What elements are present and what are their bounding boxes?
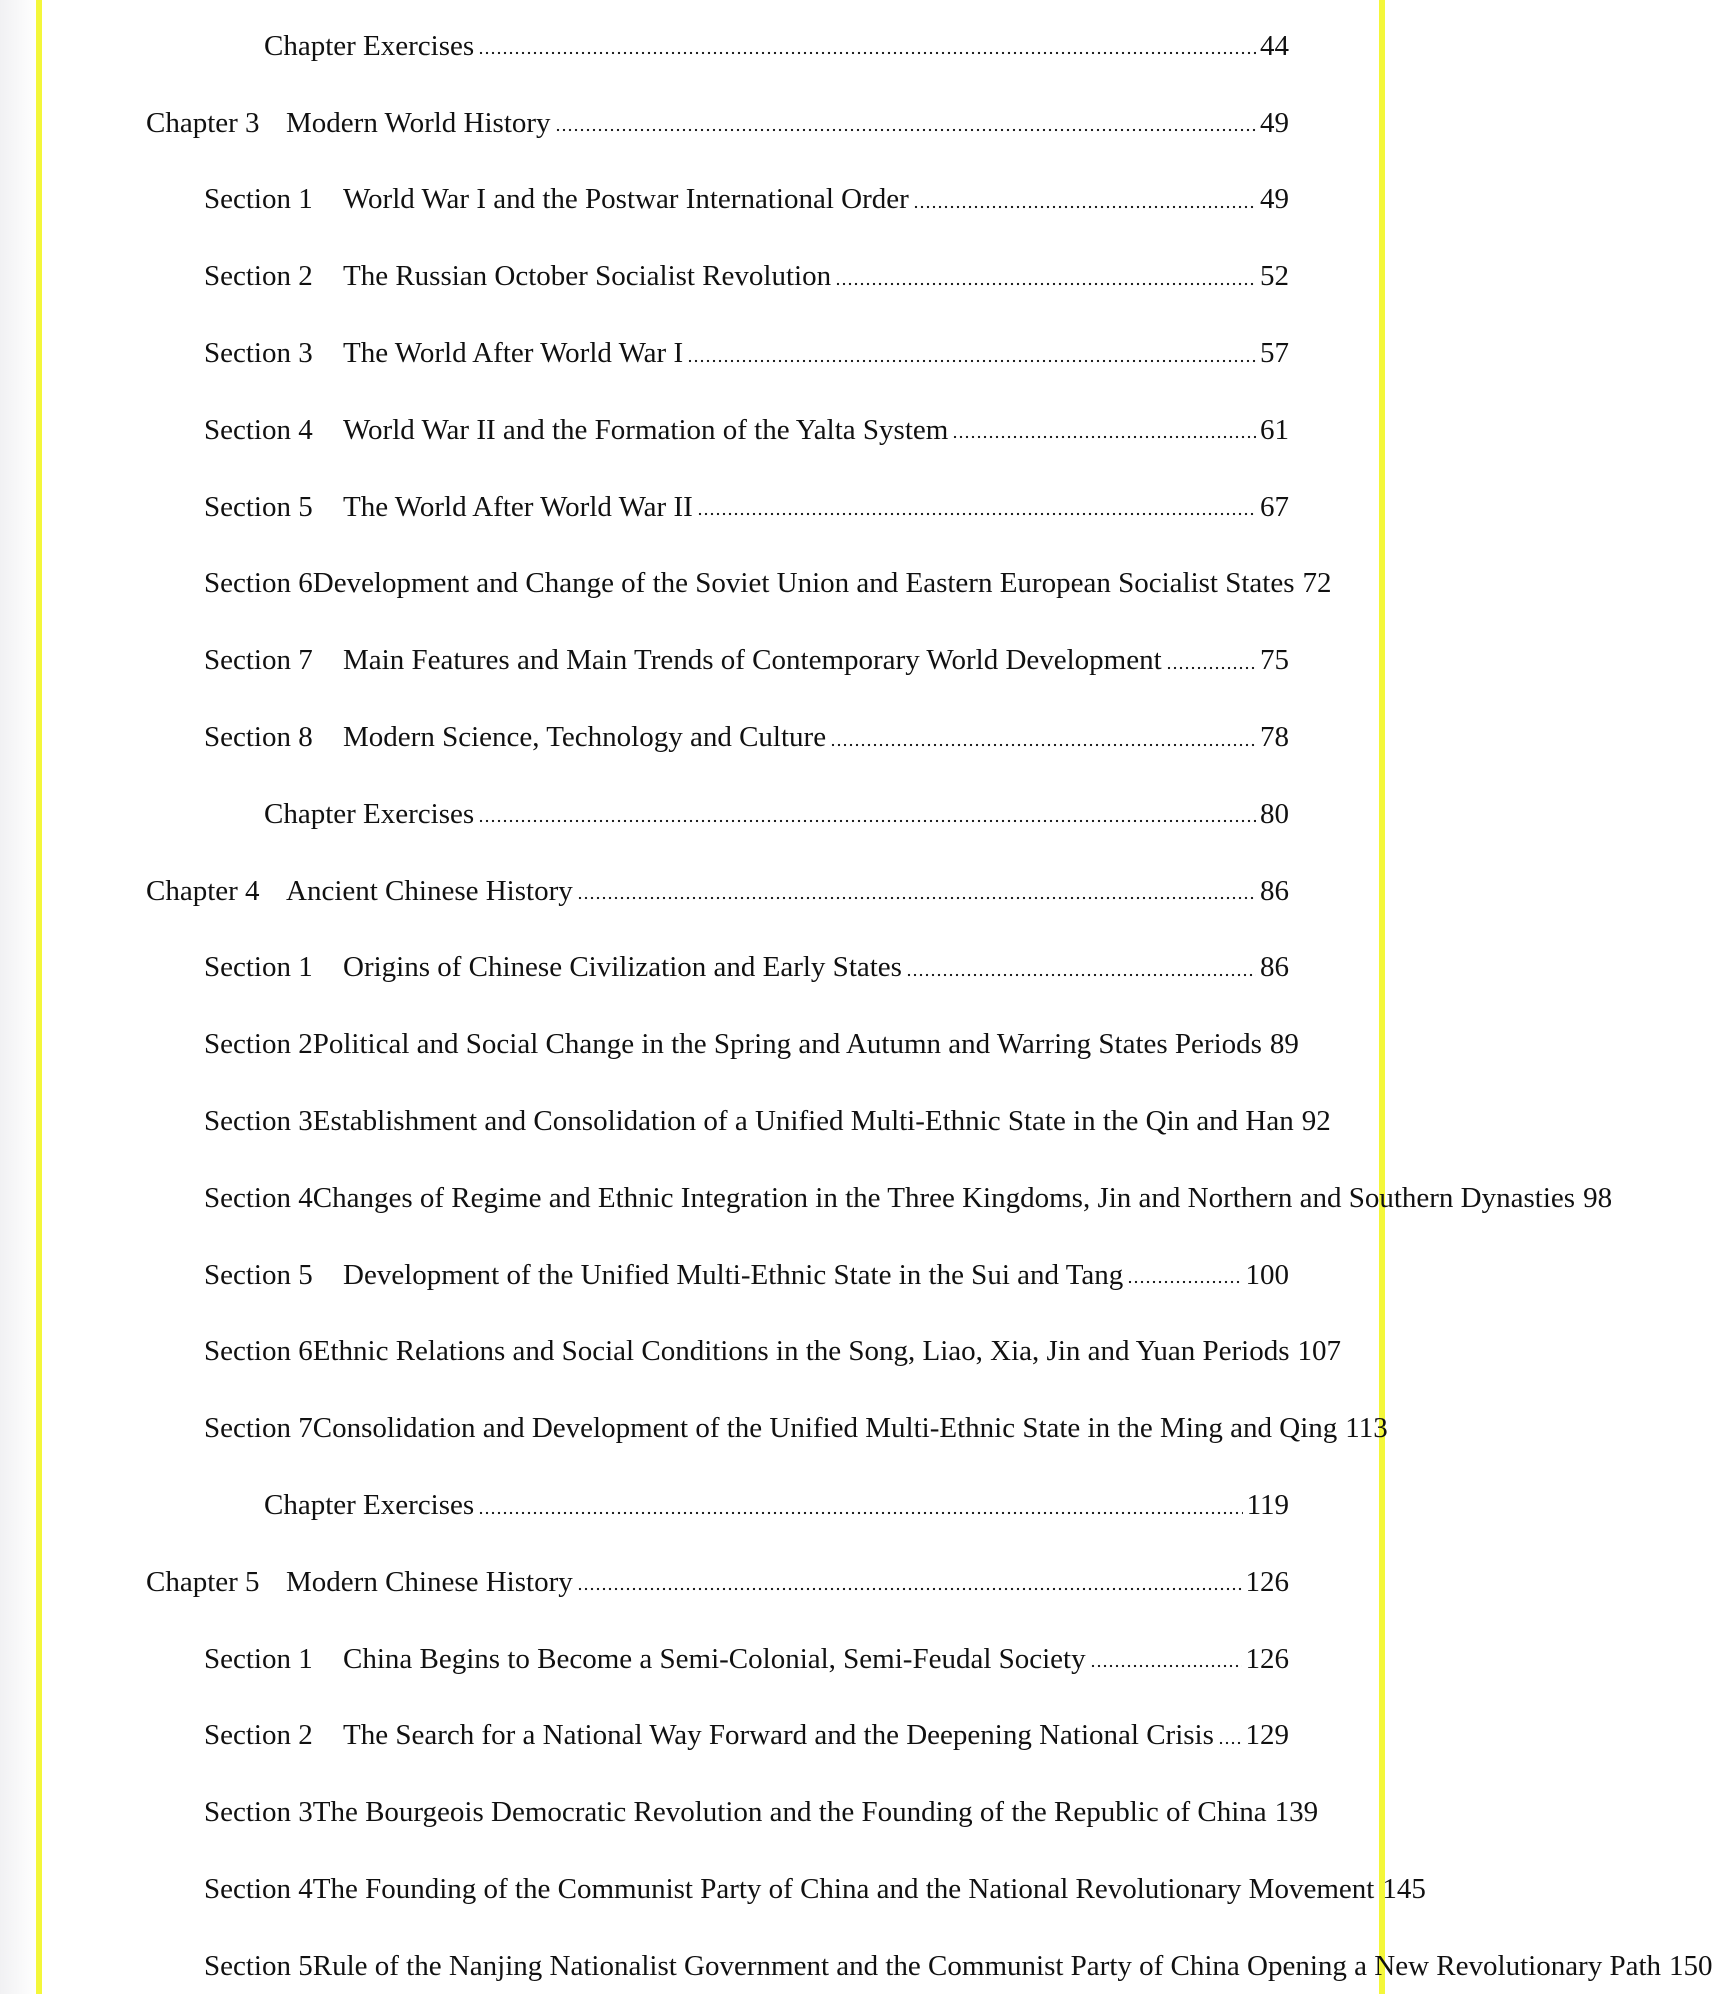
toc-entry-number: Section 7 (204, 644, 313, 677)
toc-entry-title: The Founding of the Communist Party of China and the National Revolutionary Movement (312, 1873, 1375, 1906)
toc-entry-section[interactable] (42, 469, 1379, 546)
toc-entry-section[interactable] (42, 1237, 1379, 1314)
toc-entry-section[interactable] (42, 546, 1379, 623)
toc-entry-section[interactable] (42, 392, 1379, 469)
toc-entry-number: Section 5 (204, 1949, 313, 1982)
dot-leader (687, 359, 1256, 363)
dot-leader (1218, 1741, 1242, 1745)
toc-entry-number: Section 3 (204, 1796, 313, 1829)
toc-page (36, 0, 1713, 1994)
toc-entry-section[interactable] (42, 699, 1379, 776)
dot-leader (478, 819, 1256, 823)
toc-entry-title: Ethnic Relations and Social Conditions in the Song, Liao, Xia, Jin and Yuan Periods (312, 1335, 1290, 1368)
toc-entry-title: Modern World History (286, 106, 551, 139)
dot-leader (1166, 666, 1256, 670)
toc-entry-number: Section 2 (204, 260, 313, 293)
dot-leader (478, 1511, 1242, 1515)
dot-leader (835, 282, 1256, 286)
toc-entry-page-number: 89 (1269, 1028, 1299, 1061)
dot-leader (913, 205, 1256, 209)
toc-entry-page-number: 67 (1260, 490, 1289, 523)
toc-entry-title: The Russian October Socialist Revolution (343, 260, 832, 293)
toc-entry-exercise[interactable] (42, 776, 1379, 853)
toc-entry-page-number: 126 (1245, 1642, 1289, 1675)
toc-entry-section[interactable] (42, 1928, 1713, 2005)
toc-entry-number: Section 3 (204, 337, 313, 370)
toc-entry-page-number: 52 (1260, 260, 1289, 293)
toc-entry-title: The World After World War II (343, 490, 693, 523)
toc-entry-exercise[interactable] (42, 8, 1379, 85)
toc-entry-title: Origins of Chinese Civilization and Early States (343, 951, 902, 984)
toc-entry-chapter[interactable] (42, 85, 1379, 162)
toc-entry-page-number: 139 (1274, 1796, 1319, 1829)
toc-entry-title: Chapter Exercises (264, 29, 475, 62)
toc-entry-title: World War II and the Formation of the Yalta System (343, 413, 949, 446)
toc-entry-number: Section 4 (204, 1873, 313, 1906)
toc-entry-number: Section 5 (204, 1258, 313, 1291)
dot-leader (697, 512, 1256, 516)
toc-entry-number: Section 7 (204, 1412, 313, 1445)
toc-entry-section[interactable] (42, 1621, 1379, 1698)
toc-entry-title: Establishment and Consolidation of a Unified Multi-Ethnic State in the Qin and Han (312, 1105, 1294, 1138)
toc-entry-title: Ancient Chinese History (286, 874, 573, 907)
toc-entry-page-number: 86 (1260, 874, 1289, 907)
toc-entry-title: The Search for a National Way Forward and the Deepening National Crisis (343, 1719, 1214, 1752)
toc-entry-title: Main Features and Main Trends of Contemporary World Development (343, 644, 1162, 677)
toc-entry-section[interactable] (42, 1083, 1379, 1160)
toc-entry-section[interactable] (42, 930, 1379, 1007)
toc-entry-title: Modern Science, Technology and Culture (343, 721, 827, 754)
toc-entry-title: Chapter Exercises (264, 797, 475, 830)
toc-entry-number: Section 1 (204, 951, 313, 984)
toc-entry-exercise[interactable] (42, 1467, 1379, 1544)
toc-entry-page-number: 92 (1301, 1105, 1331, 1138)
toc-entry-section[interactable] (42, 1774, 1379, 1851)
toc-entry-page-number: 113 (1345, 1412, 1388, 1445)
toc-entry-page-number: 80 (1260, 797, 1289, 830)
toc-entry-title: Rule of the Nanjing Nationalist Government and the Communist Party of China Opening a New Revolutionary Path (312, 1949, 1662, 1982)
toc-entry-chapter[interactable] (42, 853, 1379, 930)
toc-entry-number: Section 5 (204, 490, 313, 523)
toc-entry-page-number: 49 (1260, 106, 1289, 139)
toc-entry-title: Development of the Unified Multi-Ethnic State in the Sui and Tang (343, 1258, 1124, 1291)
toc-entry-section[interactable] (42, 1314, 1379, 1391)
toc-entry-number: Section 1 (204, 183, 313, 216)
toc-entry-page-number: 107 (1297, 1335, 1342, 1368)
toc-entry-number: Chapter 3 (146, 106, 260, 139)
toc-entry-number: Section 4 (204, 413, 313, 446)
dot-leader (1090, 1664, 1242, 1668)
toc-entry-number: Section 1 (204, 1642, 313, 1675)
toc-entry-title: The Bourgeois Democratic Revolution and the Founding of the Republic of China (312, 1796, 1267, 1829)
toc-entry-page-number: 72 (1302, 567, 1332, 600)
toc-entry-title: Development and Change of the Soviet Union and Eastern European Socialist States (312, 567, 1295, 600)
toc-entry-page-number: 126 (1245, 1565, 1289, 1598)
toc-entry-page-number: 145 (1382, 1873, 1426, 1906)
page-gutter (0, 0, 36, 1994)
toc-entry-section[interactable] (42, 315, 1379, 392)
toc-entry-title: Political and Social Change in the Spring and Autumn and Warring States Periods (312, 1028, 1262, 1061)
toc-entry-number: Section 3 (204, 1105, 313, 1138)
toc-entry-number: Chapter 4 (146, 874, 260, 907)
toc-entry-title: Chapter Exercises (264, 1489, 475, 1522)
toc-entry-page-number: 98 (1583, 1181, 1613, 1214)
toc-entry-title: The World After World War I (343, 337, 684, 370)
toc-entry-number: Section 2 (204, 1719, 313, 1752)
dot-leader (906, 973, 1256, 977)
toc-entry-title: China Begins to Become a Semi-Colonial, Semi-Feudal Society (343, 1642, 1086, 1675)
dot-leader (1127, 1280, 1241, 1284)
dot-leader (830, 743, 1256, 747)
dot-leader (478, 51, 1256, 55)
toc-entry-number: Section 6 (204, 567, 313, 600)
table-of-contents (42, 8, 1713, 2005)
toc-entry-number: Chapter 5 (146, 1565, 260, 1598)
toc-entry-page-number: 119 (1246, 1489, 1289, 1522)
toc-entry-section[interactable] (42, 622, 1379, 699)
dot-leader (577, 896, 1256, 900)
dot-leader (577, 1587, 1242, 1591)
toc-entry-section[interactable] (42, 238, 1379, 315)
toc-entry-chapter[interactable] (42, 1544, 1379, 1621)
toc-entry-title: Consolidation and Development of the Unified Multi-Ethnic State in the Ming and Qing (312, 1412, 1338, 1445)
toc-entry-number: Section 6 (204, 1335, 313, 1368)
toc-entry-page-number: 61 (1260, 413, 1289, 446)
toc-entry-page-number: 86 (1260, 951, 1289, 984)
toc-entry-page-number: 75 (1260, 644, 1289, 677)
toc-entry-section[interactable] (42, 162, 1379, 239)
toc-entry-title: Changes of Regime and Ethnic Integration in the Three Kingdoms, Jin and Northern and Southern Dynasties (312, 1181, 1576, 1214)
toc-entry-page-number: 57 (1260, 337, 1289, 370)
toc-entry-page-number: 150 (1669, 1949, 1713, 1982)
toc-entry-section[interactable] (42, 1698, 1379, 1775)
toc-entry-page-number: 100 (1245, 1258, 1289, 1291)
toc-entry-page-number: 129 (1245, 1719, 1289, 1752)
toc-entry-section[interactable] (42, 1851, 1426, 1928)
dot-leader (555, 128, 1256, 132)
toc-entry-page-number: 49 (1260, 183, 1289, 216)
toc-entry-number: Section 8 (204, 721, 313, 754)
toc-entry-title: Modern Chinese History (286, 1565, 573, 1598)
toc-entry-section[interactable] (42, 1006, 1379, 1083)
toc-entry-number: Section 2 (204, 1028, 313, 1061)
toc-entry-page-number: 44 (1260, 29, 1289, 62)
toc-entry-page-number: 78 (1260, 721, 1289, 754)
toc-entry-number: Section 4 (204, 1181, 313, 1214)
toc-entry-section[interactable] (42, 1160, 1613, 1237)
dot-leader (952, 435, 1256, 439)
toc-entry-section[interactable] (42, 1390, 1388, 1467)
toc-entry-title: World War I and the Postwar International Order (343, 183, 909, 216)
